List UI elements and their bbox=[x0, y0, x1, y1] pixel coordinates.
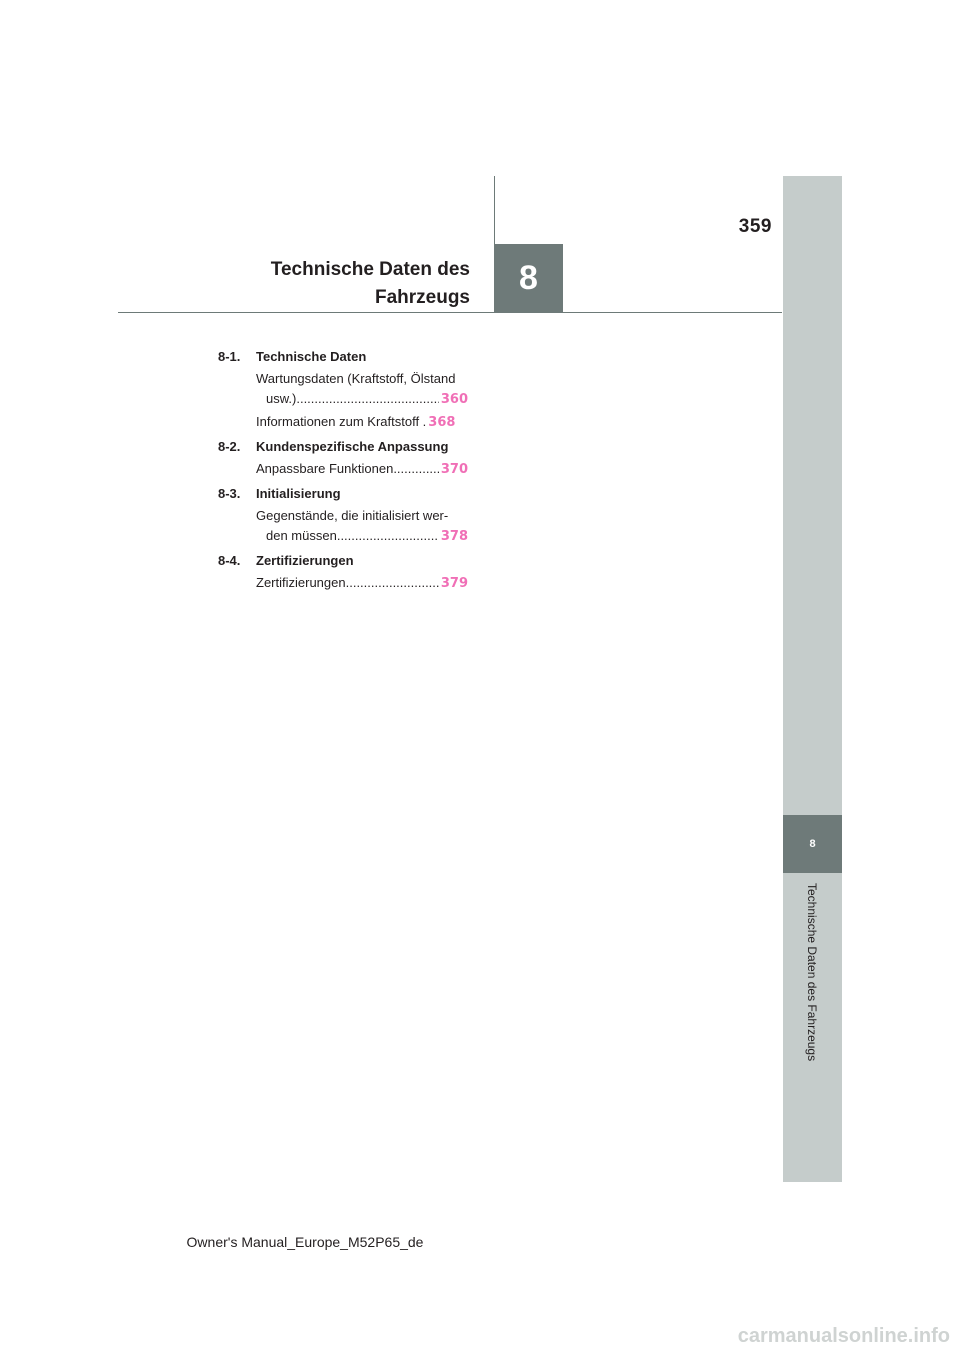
toc-page-link[interactable]: 360 bbox=[440, 392, 468, 407]
toc-section bbox=[218, 549, 468, 594]
toc-section-heading[interactable] bbox=[218, 482, 468, 504]
toc-page-link[interactable]: 368 bbox=[428, 415, 456, 430]
chapter-title-line1: Technische Daten des bbox=[270, 259, 470, 280]
toc-section-heading[interactable] bbox=[218, 549, 468, 571]
toc-entry-text: Anpassbare Funktionen bbox=[256, 461, 394, 476]
toc-entry-text: Informationen zum Kraftstoff . bbox=[256, 414, 427, 429]
side-tab-number: 8 bbox=[809, 838, 816, 850]
toc-section bbox=[218, 482, 468, 547]
side-chapter-tab[interactable] bbox=[783, 815, 842, 873]
toc-entry[interactable] bbox=[256, 412, 468, 433]
chapter-title-line2: Fahrzeugs bbox=[374, 287, 470, 308]
toc-section-number: 8-1. bbox=[218, 348, 241, 364]
toc-entry[interactable] bbox=[256, 459, 468, 480]
page-footer: Owner's Manual_Europe_M52P65_de bbox=[186, 1234, 424, 1250]
table-of-contents bbox=[218, 345, 468, 596]
toc-entry[interactable] bbox=[256, 506, 468, 547]
toc-leader-dots bbox=[346, 573, 439, 593]
page-number: 359 bbox=[738, 216, 772, 237]
toc-section-title: Kundenspezifische Anpassung bbox=[256, 438, 449, 454]
watermark: carmanualsonline.info bbox=[737, 1325, 950, 1347]
toc-page-link[interactable]: 378 bbox=[440, 529, 468, 544]
toc-section-number: 8-2. bbox=[218, 438, 241, 454]
toc-entry[interactable] bbox=[256, 369, 468, 410]
toc-section-number: 8-3. bbox=[218, 485, 241, 501]
toc-section bbox=[218, 435, 468, 480]
toc-leader-dots bbox=[296, 389, 439, 409]
toc-leader-dots bbox=[393, 459, 439, 479]
toc-entry[interactable] bbox=[256, 573, 468, 594]
header-horizontal-rule bbox=[118, 312, 782, 313]
toc-entry-text: den müssen bbox=[266, 528, 337, 543]
toc-section-title: Zertifizierungen bbox=[256, 552, 354, 568]
toc-section-number: 8-4. bbox=[218, 552, 241, 568]
toc-section bbox=[218, 345, 468, 433]
toc-entry-text: Gegenstände, die initialisiert wer- bbox=[256, 508, 449, 523]
toc-section-title: Technische Daten bbox=[256, 348, 367, 364]
toc-section-heading[interactable] bbox=[218, 435, 468, 457]
toc-section-title: Initialisierung bbox=[256, 485, 341, 501]
toc-entry-text: Wartungsdaten (Kraftstoff, Ölstand bbox=[256, 371, 456, 386]
toc-section-heading[interactable] bbox=[218, 345, 468, 367]
toc-entry-text: usw.) bbox=[266, 391, 297, 406]
chapter-number-box bbox=[494, 244, 563, 313]
toc-page-link[interactable]: 370 bbox=[440, 462, 468, 477]
chapter-title bbox=[230, 256, 470, 312]
chapter-number: 8 bbox=[519, 259, 538, 297]
side-label-text: Technische Daten des Fahrzeugs bbox=[805, 883, 819, 1062]
toc-leader-dots bbox=[337, 526, 439, 546]
toc-page-link[interactable]: 379 bbox=[440, 576, 468, 591]
toc-entry-text: Zertifizierungen bbox=[256, 575, 346, 590]
